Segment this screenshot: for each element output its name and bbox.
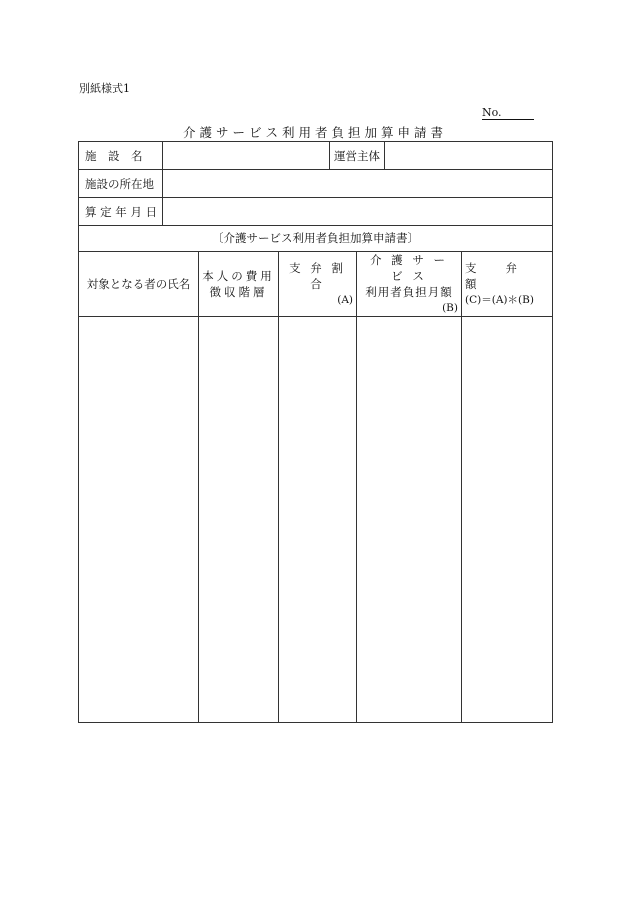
col-header-payment-ratio-line2: (A) [337,294,353,306]
col-header-monthly-burden-line1: 介 護 サ ー ビ ス [370,253,448,283]
col-header-payment-ratio-line1: 支 弁 割 合 [289,261,346,291]
form-number-label: 別紙様式1 [79,82,130,95]
page-title: 介護サービス利用者負担加算申請書 [182,125,447,140]
col-header-cost-tier [199,252,279,317]
payment-amount-cell[interactable] [462,317,553,723]
payment-ratio-cell[interactable] [279,317,357,723]
cost-tier-cell[interactable] [199,317,279,723]
col-header-payment-amount [462,252,553,317]
facility-name-label: 施 設 名 [79,142,163,170]
col-header-monthly-burden-line2: 利用者負担月額 [365,285,453,299]
table-row [79,317,553,723]
calc-date-field[interactable] [163,198,553,226]
operator-field[interactable] [385,142,553,170]
monthly-burden-cell[interactable] [357,317,462,723]
facility-name-row [79,142,553,170]
calc-date-row [79,198,553,226]
col-header-monthly-burden-line3: (B) [442,302,458,314]
facility-info-table [78,141,553,226]
facility-address-row [79,170,553,198]
section-heading: 〔介護サービス利用者負担加算申請書〕 [78,225,553,252]
col-header-name: 対象となる者の氏名 [79,252,199,317]
facility-address-label: 施設の所在地 [79,170,163,198]
document-number-field[interactable]: No. [482,106,534,120]
col-header-monthly-burden [357,252,462,317]
col-header-payment-ratio [279,252,357,317]
operator-label: 運営主体 [330,142,385,170]
facility-address-field[interactable] [163,170,553,198]
facility-name-field[interactable] [163,142,330,170]
calc-date-label: 算 定 年 月 日 [79,198,163,226]
name-cell[interactable] [79,317,199,723]
applicant-table [78,252,553,723]
col-header-cost-tier-line1: 本人の費用 [202,269,275,283]
table-header-row [79,252,553,317]
col-header-payment-amount-line1: 支 弁 額 [465,261,546,291]
col-header-payment-amount-line2: (C)＝(A)＊(B) [465,294,534,306]
col-header-cost-tier-line2: 徴収階層 [209,285,268,299]
